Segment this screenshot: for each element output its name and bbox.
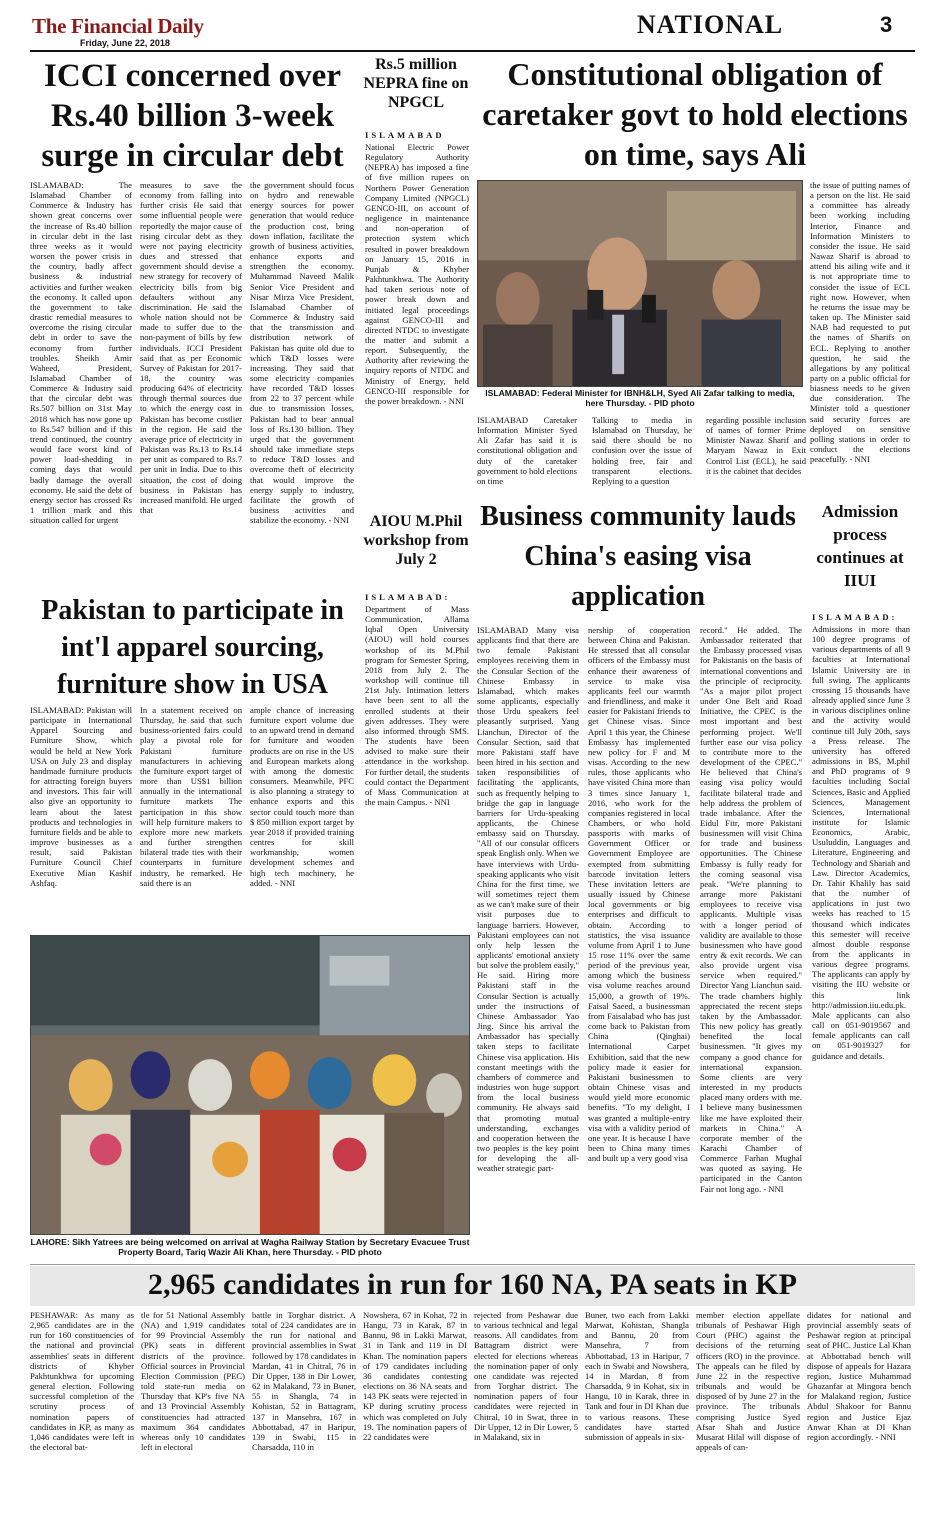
icci-col-1: ISLAMABAD: The Islamabad Chamber of Commerce & Industry has shown great concerns over the increase of Rs.40 billion in circular debt in the last three weeks as it would worsen the power crisis in the country, badly affect business & industrial activities and further weaken the economy. It called upon the government to take drastic remedial measures to overcome the rising circular debt in order to save the economy from further troubles. Sheikh Amir Waheed, President, Islamabad Chamber of Commerce & Industry said that the circular debt was Rs.507 billion on 31st May 2018 which has now gone up to Rs.547 billion and if this trend continued, the country would face worst kind of power load-shedding in coming days that would badly damage the overall economy. He said the debt of energy sector has crossed Rs 1 trillion mark and this situation called for urgent: [30, 180, 132, 526]
section-name: NATIONAL: [636, 10, 784, 39]
iiui-body: Admissions in more than 100 degree programs of various departments of all 9 faculties at International Islamic University are in full swing. The applicants crossing 15 thousands have already applied since June 3 in various disciplines online and the activity would continue till July 20th, says a Press release. The university has offered admissions in BS, M.phil and PhD programs of 9 faculties including Social Sciences, Basic and Applied Sciences, Management Sciences, International institute for Islamic Economics, Arabic, Usuluddin, Languages and Literature, Engineering and Technology and Shariah and Law. Director Academics, Dr. Tahir Khalily has said that the number of applications in just two weeks has reached to 15 thousand which indicates this semester will receive almost double response from the applicants in various degree programs. The applicants can apply by visiting the IIU website or this link http://admission.iiu.edu.pk. Male applicants can also call on 051-9019567 and female applicants can call on 051-9019327 for guidance and details.: [812, 624, 910, 1061]
lahore-photo: [30, 935, 470, 1235]
nepra-body: National Electric Power Regulatory Authority (NEPRA) has imposed a fine of five million rupees on Northern Power Generation Company Limited (NPGCL) GENCO-III, on account of negligence in maintenance and non-operation of protection system which resulted in power breakdown on January 15, 2016 in Punjab & Khyber Pakhtunkhwa. The Authority had taken serious note of power break down and initiated legal proceedings against GENCO-III and directed NTDC to investigate the matter and submit a report. Subsequently, the Authority after reviewing the inquiry reports of NTDC and Ministry of Energy, held GENCO-III responsible for the power breakdown. - NNI: [365, 142, 469, 406]
iiui-headline: Admission process continues at IIUI: [816, 502, 904, 590]
elections-col-3: regarding possible inclusion of names of former Prime Minister Nawaz Sharif and Maryam Nawaz in Exit Control List (ECL), he said it is the cabinet that decides: [706, 415, 806, 476]
lahore-photo-image: [31, 936, 469, 1234]
aiou-headline: AIOU M.Phil workshop from July 2: [363, 513, 469, 568]
visa-col-3: record." He added. The Ambassador reiterated that the Embassy processed visas for Pakistanis on the basis of international conventions and the principle of reciprocity. "As a major pilot project under One Belt and Road Initiative, the CPEC is the most important and best performing project. We'll further ease our visa policy to contribute more to the development of the CPEC." He believed that China's easing visa policy would facilitate bilateral trade and help address the problem of trade imbalance. After the Eidul Fitr, more Pakistani businessmen will visit China for trade and business opportunities. The Chinese Embassy is fully ready for the coming seasonal visa peak. "We're planning to arrange more Pakistani employees to receive visa applicants. Multiple visas with a longer period of validity are available to those businessmen who have good entry & exit records. We can also provide urgent visa service when required." Director Yang Lianchun said. The trade chambers highly appreciated the recent steps taken by the Ambassador. This new policy has greatly benefited the local businessmen. "It gives my company a good chance for international expansion. Some clients are very interested in my products placed many orders with me. I believe many businessmen like me have exploited their markets in China." A corporate member of the Karachi Chamber of Commerce Farhan Mughal was quoted as saying. He participated in the Canton Fair not long ago. - NNI: [700, 625, 802, 1194]
minister-photo-image: [478, 181, 802, 386]
visa-headline: Business community lauds China's easing visa application: [480, 501, 796, 612]
elections-headline: Constitutional obligation of caretaker govt to hold elections on time, says Ali: [482, 56, 908, 172]
page-number: 3: [880, 12, 893, 37]
aiou-dateline: ISLAMABAD:: [365, 592, 451, 602]
elections-col-2: Talking to media in Islamabad on Thursday, he said there should be no confusion over the issue of holding free, fair and transparent elections. Replying to a question: [592, 415, 692, 486]
masthead-date: Friday, June 22, 2018: [80, 38, 170, 48]
nepra-headline: Rs.5 million NEPRA fine on NPGCL: [363, 56, 469, 111]
lahore-photo-caption: LAHORE: Sikh Yatrees are being welcomed on arrival at Wagha Railway Station by Secretary Evacuee Trust Property Board, Tariq Wazir Ali Khan, here Thursday. - PID photo: [30, 1237, 470, 1257]
kp-col-2: tle for 51 National Assembly (NA) and 1,919 candidates for 99 Provincial Assembly (PK) seats in different districts of the province. Official sources in Provincial Election Commission (PEC) told state-run media on Thursday that KP's five NA and 13 Provincial Assembly constituencies had attracted maximum 364 candidates whereas only 10 candidates left in electoral: [141, 1310, 245, 1453]
kp-col-6: Buner, two each from Lakki Marwat, Kohistan, Shangla and Bannu, 20 from Mansehra, 7 from Abbottabad, 13 in Haripur, 7 each in Swabi and Nowshera, 14 in Mardan, 8 from Charsadda, 9 in Kohat, six in Hangu, 10 in Karak, three in Tank and four in DI Khan due to various reasons. These candidates have started submission of appeals in six-: [585, 1310, 689, 1442]
minister-photo-caption: ISLAMABAD: Federal Minister for IBNH&LH, Syed Ali Zafar talking to media, here Thursday. - PID photo: [485, 388, 795, 408]
icci-col-2: measures to save the economy from falling into further crisis He said that some influential people were reportedly the major cause of rising circular debt as they were not paying electricity dues and stressed that government should devise a new strategy for recovery of electricity bills from big defaulters without any discrimination. He said the whole nation should not be made to suffer due to the non-payment of bills by few individuals. ICCI President said that as per Economic Survey of Pakistan for 2017-18, the country was producing 64% of electricity through thermal sources due to which the energy cost in Pakistan has become costlier in the region. He said the average price of electricity in Pakistan was Rs.13 to Rs.14 per unit as compared to Rs.7 per unit in India. Due to this situation, the cost of doing business in Pakistan has increased manifold. He urged that: [140, 180, 242, 515]
aiou-body: Department of Mass Communication, Allama Iqbal Open University (AIOU) will hold courses workshop of its M.Phil program for Semester Spring, 2018 from July 2. The workshop will continue till 21st July. Intimation letters have been sent to all the enrolled students at their given addresses. They were also informed through SMS. The students have been advised to make sure their attendance in the workshop. For further detail, the students could contact the Department of Mass Communication at the main Campus. - NNI: [365, 604, 469, 807]
minister-photo: [477, 180, 803, 387]
apparel-col-3: ample chance of increasing furniture export volume due to an upward trend in demand for furniture and wooden products are on rise in the US and European markets along with among the domestic consumers. Meanwhile, PFC is also planning a strategy to enhance exports and this sector could touch more than $ 850 million export target by year 2018 if provided training centres for skill workmanship, women development schemes and high tech machinery, he added. - NNI: [250, 705, 354, 888]
visa-col-1: ISLAMABAD Many visa applicants find that there are two female Pakistani employees receiving them in the Consular Section of the Chinese Embassy in Islamabad, which makes some applicants, especially those Urdu speakers feel pleasantly surprised. Yang Lianchun, Director of the Consular Section, said that more Pakistani staff have been hired in his section and taken responsibilities of facilitating the applicants, such as frequently helping to bridge the gap in language barriers for Urdu-speaking applicants, the Chinese embassy said on Thursday. "All of our consular officers speak English only. When we have interviews with Urdu-speaking applicants who visit China for the first time, we will sometimes reject them as we can't make sure of their visit purposes due to language barriers. However, Pakistani employees can not only help lessen the applicants' emotional anxiety but solve the problem easily," He said. Hiring more Pakistani staff in the Consular Section is actually under the instructions of Chinese Ambassador Yao Jing. Since his arrival the Ambassador has specially taken steps to facilitate Chinese visa application. His constant meetings with the chambers of commerce and industries won huge support from the local business community. He always said that promoting mutual understanding, exchanges and cooperation between the two peoples is the key point for developing the all-weather strategic part-: [477, 625, 579, 1174]
kp-col-5: rejected from Peshawar due to various technical and legal reasons. All candidates from Battagram district were elected for elections whereas the nomination paper of only one candidate was rejected from Torghar district. The nomination papers of four candidates were rejected in Chitral, 10 in Swat, three in Dir Upper, 12 in Dir Lower, 5 in Malakand, six in: [474, 1310, 578, 1442]
visa-col-2: nership of cooperation between China and Pakistan. He stressed that all consular officers of the Embassy must enhance their awareness of service to make visa applicants feel our warmth and friendliness, and make it easier for Pakistani friends to get Chinese visas. Since April 1 this year, the Chinese Embassy has implemented new policy for F and M visas. According to the new rules, those applicants who have visited China more than 3 times since January 1, 2016, who work for the companies registered in local Chambers, or who hold passports with marks of Government Officer or Government Employee are exempted from submitting barcode invitation letters These invitation letters are usually issued by Chinese local governments or big enterprises and difficult to obtain. According to statistics, the visa issuance volume from April 1 to June 15 rose 11% over the same period of the previous year, among which the business visa volume reaches around 15,000, a growth of 19%. Faisal Saeed, a businessman from Faisalabad who has just come back to Pakistan from China (Qinghai) International Carpet Exhibition, said that the new policy made it easier for Pakistani businessmen to obtain Chinese visas and would yield more economic benefits. "To my delight, I was granted a multiple-entry visa with a validity period of one year. It is because I have been to China many times and built up a very good visa: [588, 625, 690, 1164]
kp-headline: 2,965 candidates in run for 160 NA, PA seats in KP: [30, 1266, 915, 1306]
icci-headline: ICCI concerned over Rs.40 billion 3-week surge in circular debt: [41, 58, 344, 174]
kp-col-1: PESHAWAR: As many as 2,965 candidates are in the run for 160 constituencies of the national and provincial assemblies' seats in different districts of Khyber Pakhtunkhwa for upcoming general election. Following successful completion of the scrutiny process of nomination papers of candidates in KP, as many as 1,046 candidates were left in the electoral bat-: [30, 1310, 134, 1453]
kp-col-4: Nowshera, 67 in Kohat, 72 in Hangu, 73 in Karak, 87 in Bannu, 98 in Lakki Marwat, 31 in Tank and 119 in DI Khan. The nomination papers of 179 candidates including 36 candidates contesting elections on 36 NA seats and 143 PK seats were rejected in KP during scrutiny process which was completed on July 19. The nomination papers of 22 candidates were: [363, 1310, 467, 1442]
elections-col-1: ISLAMABAD Caretaker Information Minister Syed Ali Zafar has said it is constitutional obligation and duty of the caretaker government to hold elections on time: [477, 415, 577, 486]
kp-top-rule: [30, 1264, 915, 1265]
masthead-title: The Financial Daily: [32, 14, 204, 38]
icci-col-3: the government should focus on hydro and renewable energy sources for power generation that would reduce the production cost, bring down inflation, facilitate the growth of business activities, enhance exports and strengthen the economy. Muhammad Naveed Malik Senior Vice President and Nisar Mirza Vice President, Islamabad Chamber of Commerce & Industry said that the transmission and distribution network of Pakistan has quite old due to which T&D losses were increasing. They said that some electricity companies have recorded T&D losses from 22 to 37 percent while due to transmission losses, Pakistan had to bear annual loss of Rs.130 billion. They urged that the government should take immediate steps to reduce T&D losses and overcome theft of electricity that would improve the energy supply to industry, facilitate the growth of business activities and stabilize the economy. - NNI: [250, 180, 354, 526]
kp-col-7: member election appellate tribunals of Peshawar High Court (PHC) against the decisions of the returning officers (RO) in the province. The appeals can be filed by June 22 in the respective tribunals and would be disposed of by June 27 in the province. The tribunals comprising Justice Syed Afsar Shah and Justice Musarat Hilal will dispose of appeals of can-: [696, 1310, 800, 1453]
apparel-col-2: In a statement received on Thursday, he said that such business-oriented fairs could play a pivotal role for Pakistani furniture manufacturers in achieving the furniture export target of more than US$1 billion annually in the international furniture markets The participation in this show will help furniture makers to explore more new markets and further strengthen bilateral trade ties with their counterparts in furniture industry, he remarked. He said there is an: [140, 705, 242, 888]
iiui-dateline: ISLAMABAD:: [812, 612, 898, 622]
kp-col-3: battle in Torghar district. A total of 224 candidates are in the run for national and provincial assemblies in Swat followed by 178 candidates in Mardan, 41 in Chitral, 76 in Dir Upper, 138 in Dir Lower, 62 in Malakand, 73 in Buner, 55 in Shangla, 74 in Kohistan, 52 in Battagram, 137 in Mansehra, 167 in Abbottabad, 47 in Haripur, 139 in Swabi, 115 in Charsadda, 110 in: [252, 1310, 356, 1453]
kp-col-8: didates for national and provincial assembly seats of Peshawar region at principal seat of PHC. Justice Lal Khan at Abbottabad bench will dispose of appeals for Hazara region, Justice Muhammad Ghazanfar at Mingora bench for Malakand region, Justice Abdul Shakoor for Bannu region and Justice Ejaz Anwar Khan at DI Khan region accordingly. - NNI: [807, 1310, 911, 1442]
apparel-col-1: ISLAMABAD: Pakistan will participate in International Apparel Sourcing and Furniture Show, which would be held at New York USA on July 23 and display handmade furniture products for attracting foreign buyers and investors. This fair will also give an opportunity to learn about the latest products and technologies in furniture fields and be able to improve businesses as a result, said Pakistan Furniture Council Chief Executive Mian Kashif Ashfaq.: [30, 705, 132, 888]
nepra-dateline: ISLAMABAD: [365, 130, 445, 140]
elections-col-4: the issue of putting names of a person on the list. He said a committee has already been working including Interior, Finance and Information Ministers to consider the issue. He said Nawaz Sharif is abroad to attend his ailing wife and it is not appropriate time to consider the issue of ECL right now. However, when he returns the issue may be taken up. The Minister said NAB had requested to put the names of Sharifs on ECL. Replying to another question, he said the allegations by any political party on a public official for biasness needs to be given due consideration. The Minister told a questioner said security forces are deployed on sensitive polling stations in order to conduct the elections peacefully. - NNI: [810, 180, 910, 465]
masthead-rule: [30, 50, 915, 52]
apparel-headline: Pakistan to participate in int'l apparel sourcing, furniture show in USA: [41, 595, 344, 700]
